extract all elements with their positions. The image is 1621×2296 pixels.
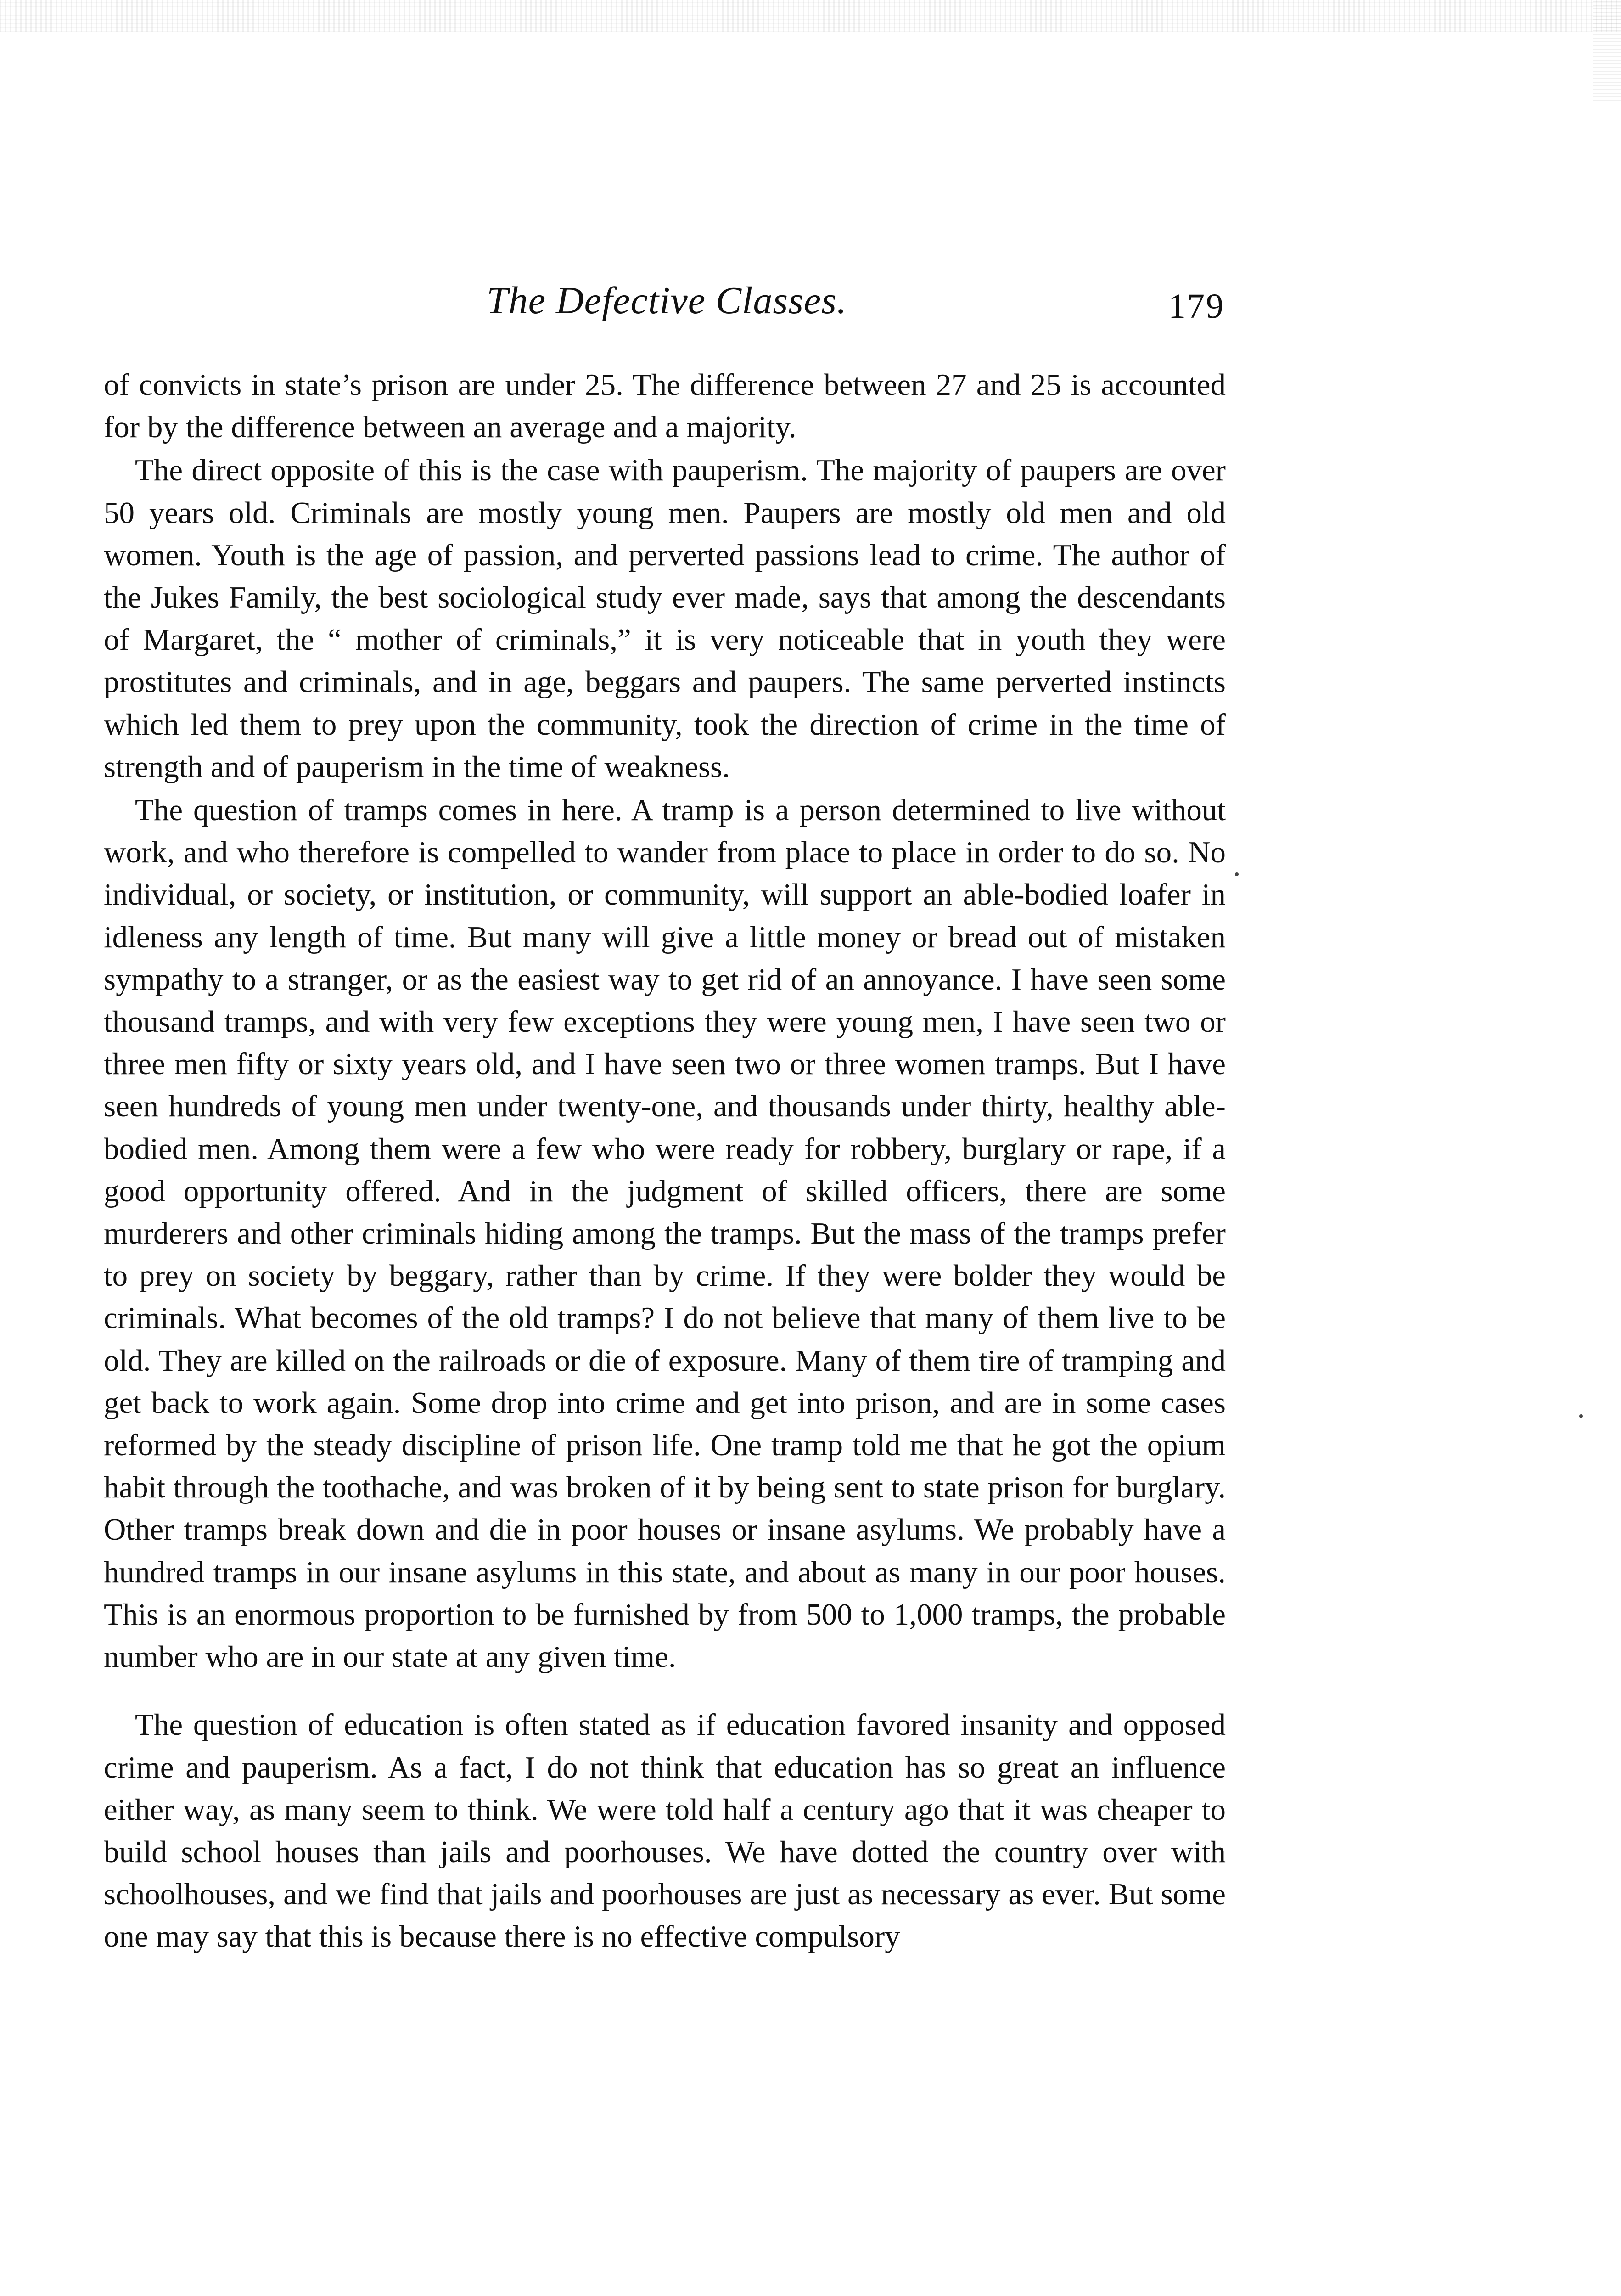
paragraph-education: The question of education is often stated as if education favored insanity and opposed crime and pauperism. As a fact, I do not think that education has so great an influence either way, as many seem to think. We were told half a century ago that it was cheaper to build school houses than jails and poorhouses. We have dotted the country over with schoolhouses, and we find that jails and poorhouses are just as necessary as ever. But some one may say that this is because there is no effective compulsory	[104, 1708, 1226, 1954]
margin-speck	[1235, 872, 1239, 876]
page-number: 179	[1168, 287, 1225, 326]
paragraph-pauperism: The direct opposite of this is the case with pauperism. The majority of paupers are over 50 years old. Criminals are mostly young men. Paupers are mostly old men and old women. Youth is the age of passion, and perverted passions lead to crime. The author of the Jukes Family, the best sociological study ever made, says that among the descendants of Margaret, the “ mother of criminals,” it is very noticeable that in youth they were prostitutes and criminals, and in age, beggars and paupers. The same perverted instincts which led them to prey upon the community, took the direction of crime in the time of strength and of pauperism in the time of weakness.	[104, 453, 1226, 784]
margin-speck	[1579, 1414, 1583, 1418]
running-head: The Defective Classes.	[487, 279, 847, 322]
scan-edge-noise	[0, 0, 1621, 32]
scan-edge-noise-right	[1593, 0, 1621, 101]
paragraph-tramps: The question of tramps comes in here. A tramp is a person determined to live without work, and who therefore is compelled to wander from place to place in order to do so. No individual, or society, or institution, or community, will support an able-bodied loafer in idleness any length of time. But many will give a little money or bread out of mistaken sympathy to a stranger, or as the easiest way to get rid of an annoyance. I have seen some thousand tramps, and with very few exceptions they were young men, I have seen two or three men fifty or sixty years old, and I have seen two or three women tramps. But I have seen hundreds of young men under twenty-one, and thousands under thirty, healthy able-bodied men. Among them were a few who were ready for robbery, burglary or rape, if a good opportunity offered. And in the judgment of skilled officers, there are some murderers and other criminals hiding among the tramps. But the mass of the tramps prefer to prey on society by beggary, rather than by crime. If they were bolder they would be criminals. What becomes of the old tramps? I do not believe that many of them live to be old. They are killed on the railroads or die of exposure. Many of them tire of tramping and get back to work again. Some drop into crime and get into prison, and are in some cases reformed by the steady discipline of prison life. One tramp told me that he got the opium habit through the toothache, and was broken of it by being sent to state prison for burglary. Other tramps break down and die in poor houses or insane asylums. We probably have a hundred tramps in our insane asylums in this state, and about as many in our poor houses. This is an enormous proportion to be furnished by from 500 to 1,000 tramps, the probable number who are in our state at any given time.	[104, 793, 1226, 1674]
paragraph-continued: of convicts in state’s prison are under 25. The difference between 27 and 25 is accounted for by the difference between an average and a majority.	[104, 368, 1226, 445]
page-body	[104, 364, 1226, 1958]
